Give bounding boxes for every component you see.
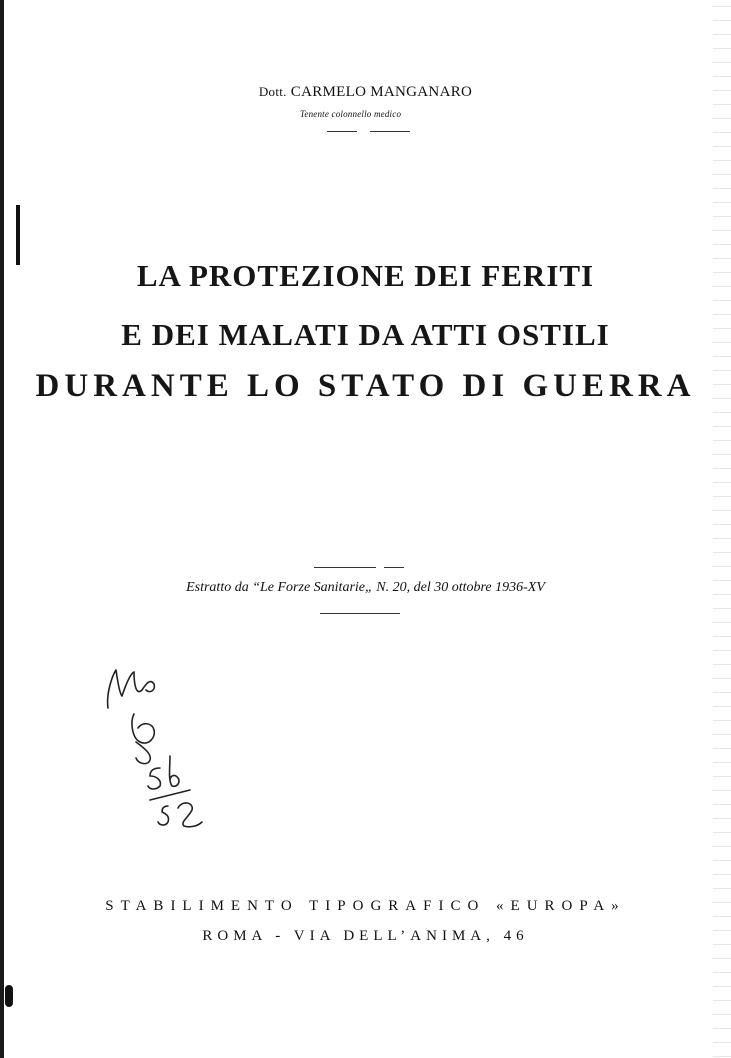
extract-rule-top — [384, 567, 404, 568]
title-line-3: DURANTE LO STATO DI GUERRA — [35, 368, 696, 404]
scan-mark — [16, 205, 20, 265]
extract-note: Estratto da “Le Forze Sanitarie„ N. 20, del 30 ottobre 1936-XV — [186, 580, 545, 595]
author-role: Tenente colonnello medico — [300, 109, 402, 119]
handwritten-note-mark — [150, 790, 202, 827]
handwritten-note-mark — [108, 670, 155, 708]
title-line-1: LA PROTEZIONE DEI FERITI — [136, 258, 595, 293]
author-prefix: Dott. — [258, 84, 287, 99]
handwritten-notes — [90, 650, 230, 850]
scan-mark — [5, 985, 13, 1007]
title-line-2: E DEI MALATI DA ATTI OSTILI — [121, 317, 610, 352]
handwritten-note-mark — [148, 756, 179, 789]
handwritten-note-mark — [132, 714, 154, 764]
author-line — [0, 84, 731, 101]
printer-address: ROMA - VIA DELL’ANIMA, 46 — [202, 928, 529, 944]
extract-rule-bottom — [320, 613, 400, 614]
printer-name: STABILIMENTO TIPOGRAFICO «EUROPA» — [105, 898, 626, 914]
extract-rule-top — [314, 567, 376, 568]
author-rule — [327, 131, 357, 132]
author-name: CARMELO MANGANARO — [290, 84, 473, 100]
author-rule — [370, 131, 410, 132]
